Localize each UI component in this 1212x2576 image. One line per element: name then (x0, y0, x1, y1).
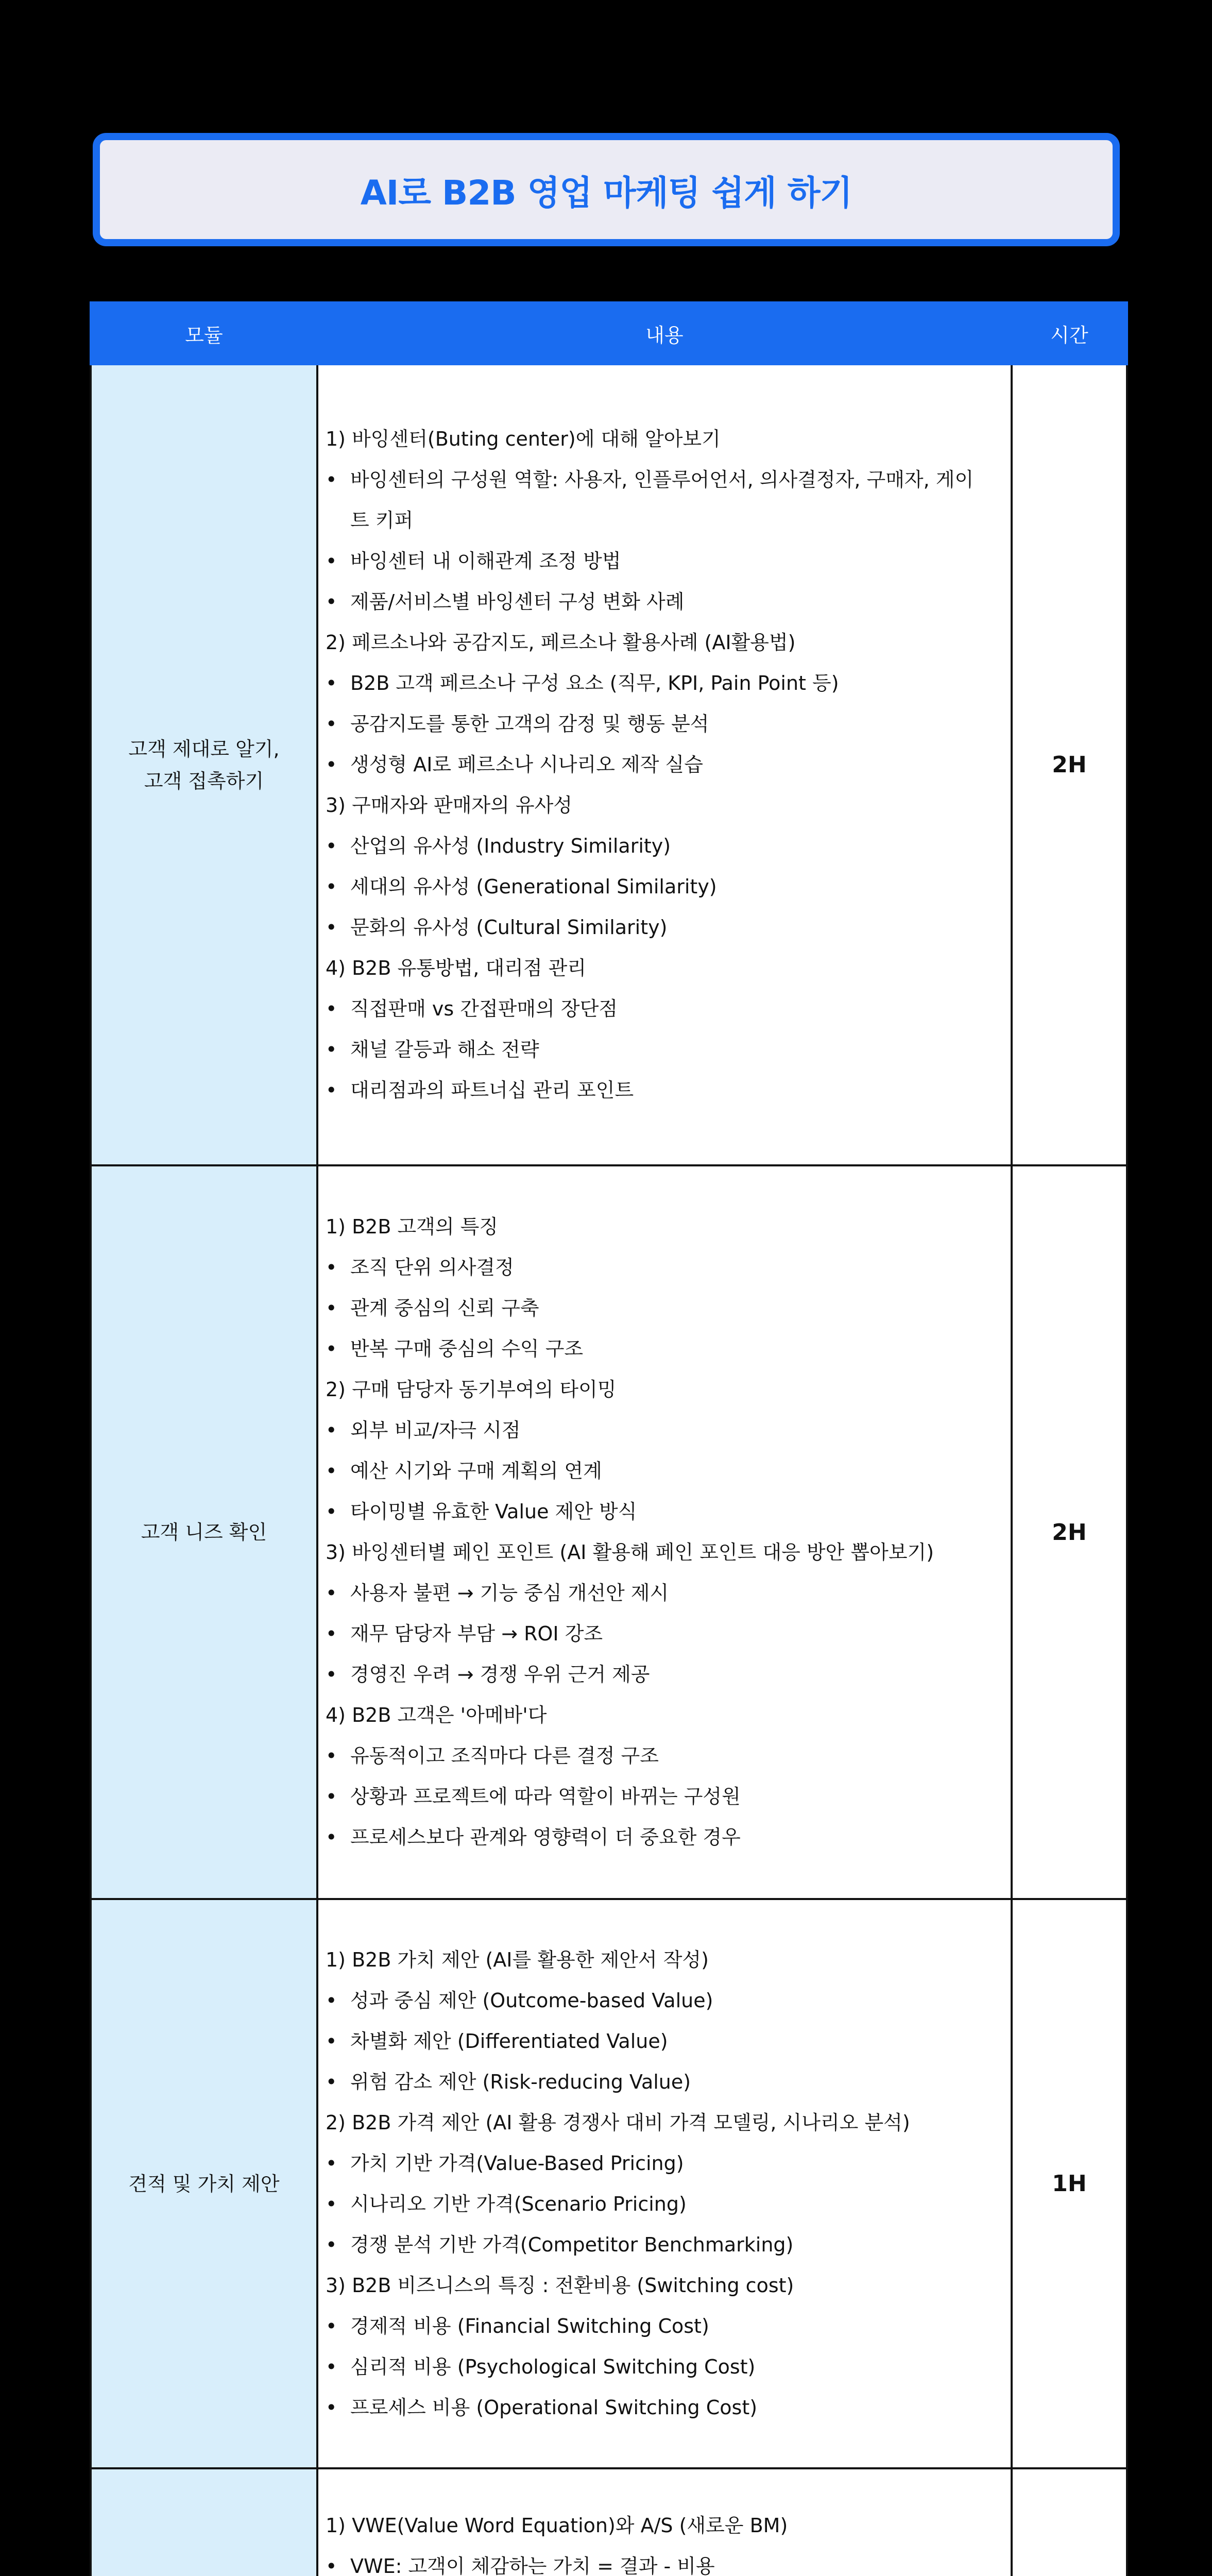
section-heading: 3) 바잉센터별 페인 포인트 (AI 활용해 페인 포인트 대응 방안 뽑아보기) (326, 1541, 934, 1564)
content-cell (317, 364, 1012, 1165)
header-content: 내용 (317, 302, 1012, 364)
list-item: • 시나리오 기반 가격(Scenario Pricing) (326, 2184, 985, 2225)
list-item: • 경영진 우려 → 경쟁 우위 근거 제공 (326, 1654, 985, 1695)
module-label: 고객 니즈 확인 (141, 1521, 267, 1544)
header-module: 모듈 (91, 302, 317, 364)
list-item: • 문화의 유사성 (Cultural Similarity) (326, 907, 985, 948)
list-item: • 대리점과의 파트너십 관리 포인트 (326, 1070, 985, 1111)
time-cell: 1H (1012, 1899, 1127, 2468)
section-heading: 4) B2B 유통방법, 대리점 관리 (326, 957, 587, 979)
section-heading: 3) B2B 비즈니스의 특징 : 전환비용 (Switching cost) (326, 2274, 794, 2297)
list-item: • 경제적 비용 (Financial Switching Cost) (326, 2306, 985, 2347)
section-heading: 2) 구매 담당자 동기부여의 타이밍 (326, 1378, 617, 1401)
content-cell (317, 1165, 1012, 1899)
list-item: • 공감지도를 통한 고객의 감정 및 행동 분석 (326, 704, 985, 744)
module-cell (91, 2468, 317, 2576)
list-item: • 프로세스보다 관계와 영향력이 더 중요한 경우 (326, 1817, 985, 1858)
module-label: 고객 제대로 알기, 고객 접촉하기 (128, 737, 280, 792)
table-row (91, 2468, 1127, 2576)
content-list (326, 2505, 985, 2576)
list-item: • 산업의 유사성 (Industry Similarity) (326, 826, 985, 867)
list-item: • 예산 시기와 구매 계획의 연계 (326, 1451, 985, 1492)
section-heading: 1) 바잉센터(Buting center)에 대해 알아보기 (326, 428, 721, 450)
list-item: • 조직 단위 의사결정 (326, 1247, 985, 1288)
content-list (326, 1207, 985, 1858)
table-row (91, 1899, 1127, 2468)
list-item: • 차별화 제안 (Differentiated Value) (326, 2021, 985, 2062)
header-time: 시간 (1012, 302, 1127, 364)
module-cell (91, 364, 317, 1165)
section-heading: 2) B2B 가격 제안 (AI 활용 경쟁사 대비 가격 모델링, 시나리오 분석) (326, 2111, 910, 2134)
table-row (91, 1165, 1127, 1899)
content-list (326, 419, 985, 1111)
time-cell: 2H (1012, 364, 1127, 1165)
list-item: • 외부 비교/자극 시점 (326, 1410, 985, 1451)
list-item: • 생성형 AI로 페르소나 시나리오 제작 실습 (326, 744, 985, 785)
list-item: • 재무 담당자 부담 → ROI 강조 (326, 1614, 985, 1654)
content-list (326, 1940, 985, 2428)
list-item: • 가치 기반 가격(Value-Based Pricing) (326, 2143, 985, 2184)
list-item: • 심리적 비용 (Psychological Switching Cost) (326, 2347, 985, 2387)
section-heading: 1) VWE(Value Word Equation)와 A/S (새로운 BM) (326, 2514, 788, 2537)
list-item: • 경쟁 분석 기반 가격(Competitor Benchmarking) (326, 2225, 985, 2265)
list-item: • 프로세스 비용 (Operational Switching Cost) (326, 2387, 985, 2428)
table-header-row (91, 302, 1127, 364)
content-cell (317, 2468, 1012, 2576)
list-item: • 바잉센터의 구성원 역할: 사용자, 인플루어언서, 의사결정자, 구매자, 게이트 키퍼 (326, 460, 985, 541)
list-item: • 상황과 프로젝트에 따라 역할이 바뀌는 구성원 (326, 1776, 985, 1817)
list-item: • 유동적이고 조직마다 다른 결정 구조 (326, 1736, 985, 1776)
module-cell (91, 1165, 317, 1899)
list-item: • 직접판매 vs 간접판매의 장단점 (326, 989, 985, 1029)
list-item: • 성과 중심 제안 (Outcome-based Value) (326, 1980, 985, 2021)
list-item: • 위험 감소 제안 (Risk-reducing Value) (326, 2062, 985, 2103)
page-title: AI로 B2B 영업 마케팅 쉽게 하기 (360, 173, 852, 213)
list-item: • 세대의 유사성 (Generational Similarity) (326, 867, 985, 907)
list-item: • 채널 갈등과 해소 전략 (326, 1029, 985, 1070)
list-item: • 사용자 불편 → 기능 중심 개선안 제시 (326, 1573, 985, 1614)
list-item: • B2B 고객 페르소나 구성 요소 (직무, KPI, Pain Point 등) (326, 663, 985, 704)
module-label: 견적 및 가치 제안 (128, 2172, 280, 2195)
list-item: • 바잉센터 내 이해관계 조정 방법 (326, 541, 985, 582)
section-heading: 2) 페르소나와 공감지도, 페르소나 활용사례 (AI활용법) (326, 631, 796, 654)
section-heading: 1) B2B 가치 제안 (AI를 활용한 제안서 작성) (326, 1948, 709, 1971)
list-item: • 반복 구매 중심의 수익 구조 (326, 1329, 985, 1369)
list-item: • 타이밍별 유효한 Value 제안 방식 (326, 1492, 985, 1532)
time-cell: 2H (1012, 1165, 1127, 1899)
section-heading: 3) 구매자와 판매자의 유사성 (326, 794, 573, 817)
list-item: • 관계 중심의 신뢰 구축 (326, 1288, 985, 1329)
list-item: • 제품/서비스별 바잉센터 구성 변화 사례 (326, 582, 985, 622)
content-cell (317, 1899, 1012, 2468)
section-heading: 4) B2B 고객은 '아메바'다 (326, 1704, 547, 1726)
table-row (91, 364, 1127, 1165)
list-item: • VWE: 고객이 체감하는 가치 = 결과 - 비용 (326, 2546, 985, 2576)
title-banner (93, 133, 1120, 246)
module-cell (91, 1899, 317, 2468)
time-cell (1012, 2468, 1127, 2576)
curriculum-table (90, 301, 1128, 2576)
section-heading: 1) B2B 고객의 특징 (326, 1215, 499, 1238)
